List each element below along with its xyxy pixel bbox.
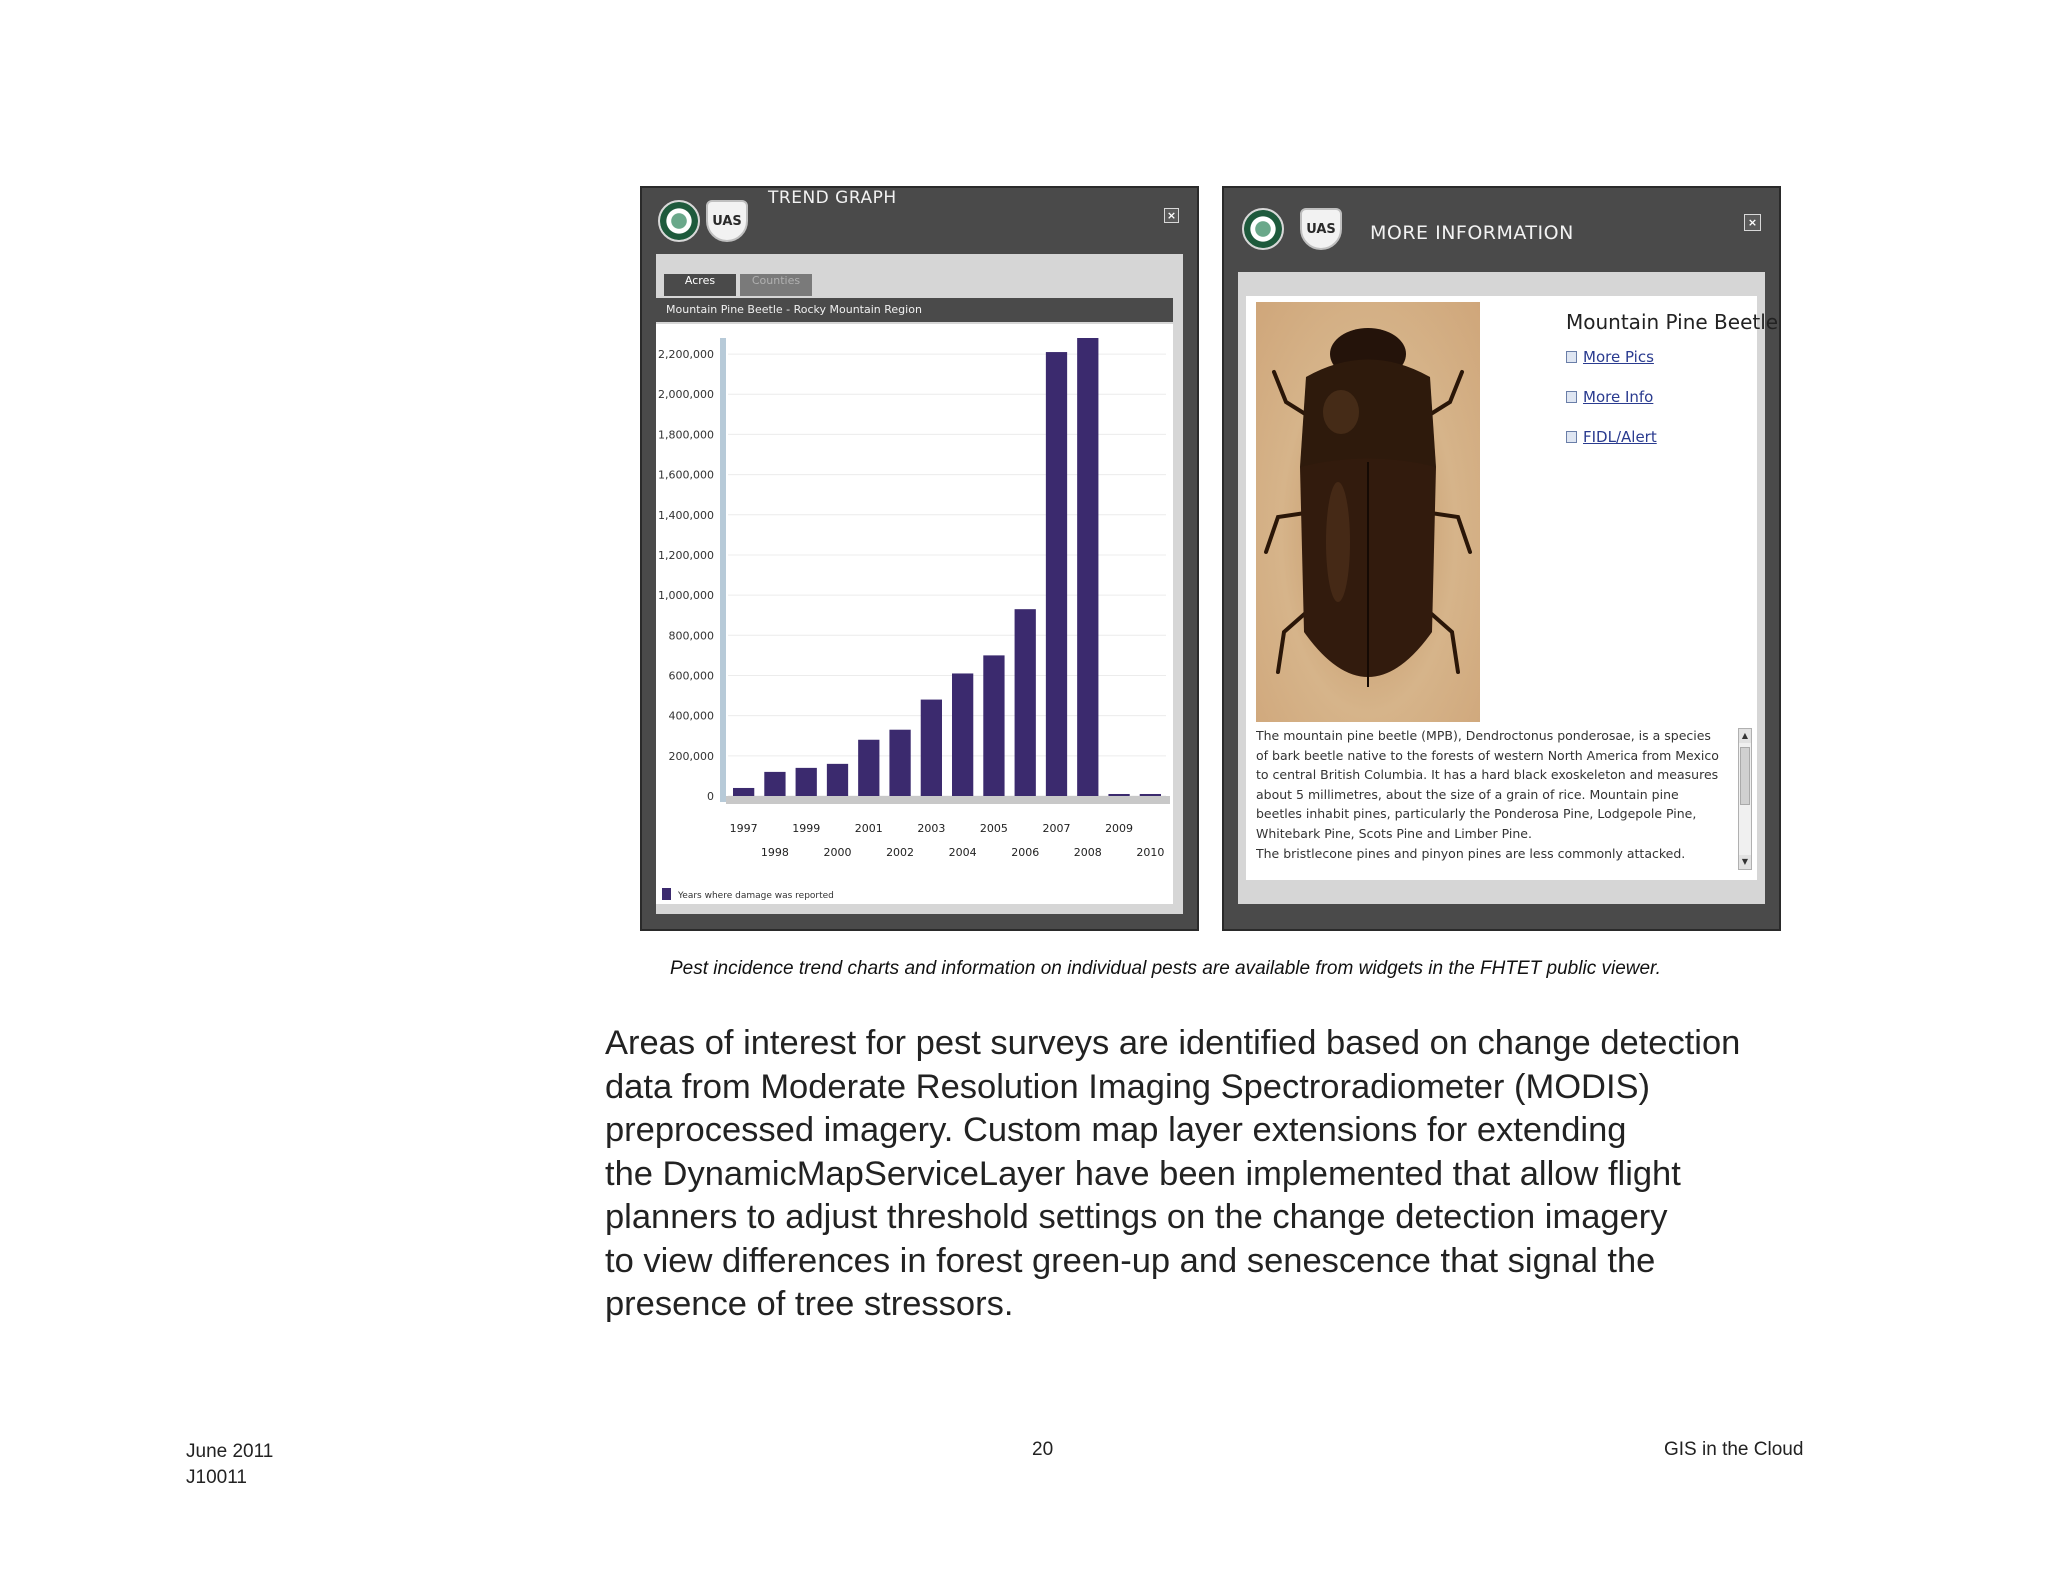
x-tick-label: 2000 xyxy=(823,846,852,859)
x-tick-label: 2003 xyxy=(917,822,946,835)
body-line: to view differences in forest green-up and senescence that signal the xyxy=(605,1241,1656,1280)
y-tick-label: 600,000 xyxy=(668,669,714,683)
pest-description-line: The bristlecone pines and pinyon pines are less commonly attacked. xyxy=(1256,845,1686,861)
x-tick-label: 2005 xyxy=(979,822,1008,835)
legend-label: Years where damage was reported xyxy=(678,891,834,901)
x-tick-label: 2009 xyxy=(1105,822,1134,835)
trend-widget-body xyxy=(656,254,1183,914)
bar xyxy=(1077,338,1098,796)
x-tick-label: 1998 xyxy=(760,846,789,859)
bar xyxy=(983,655,1004,796)
more-pics-link[interactable] xyxy=(1566,346,1654,368)
x-tick-label: 1997 xyxy=(729,822,758,835)
pest-description-line: of bark beetle native to the forests of western North America from Mexico xyxy=(1256,747,1719,763)
y-tick-label: 0 xyxy=(707,790,714,803)
y-tick-label: 200,000 xyxy=(668,749,714,763)
beetle-photo xyxy=(1256,302,1480,722)
y-tick-label: 400,000 xyxy=(668,709,714,723)
body-line: preprocessed imagery. Custom map layer extensions for extending xyxy=(605,1111,1627,1149)
scroll-thumb[interactable] xyxy=(1740,747,1750,805)
usda-shield-logo-icon: UAS xyxy=(1300,208,1342,250)
alert-window-icon xyxy=(1566,431,1577,443)
mountain-pine-beetle-image xyxy=(1256,302,1480,722)
x-axis-bar xyxy=(726,796,1170,804)
bar xyxy=(952,673,973,796)
trend-widget-header xyxy=(642,188,1197,254)
description-scrollbar[interactable] xyxy=(1738,728,1752,870)
x-tick-label: 1999 xyxy=(792,822,821,835)
pest-name-heading: Mountain Pine Beetle xyxy=(1566,310,1779,334)
y-tick-label: 2,200,000 xyxy=(658,348,714,362)
info-widget-body xyxy=(1238,272,1779,904)
bar xyxy=(889,730,910,796)
y-tick-label: 1,600,000 xyxy=(658,468,714,482)
body-line: presence of tree stressors. xyxy=(605,1285,1014,1323)
body-line: planners to adjust threshold settings on the change detection imagery xyxy=(605,1198,1668,1236)
y-axis-bar xyxy=(720,338,726,802)
forest-service-seal-icon xyxy=(658,200,700,242)
info-widget-header xyxy=(1224,188,1779,272)
footer-document-code: J10011 xyxy=(186,1467,247,1488)
tab-acres[interactable]: Acres xyxy=(664,274,736,296)
y-tick-label: 1,800,000 xyxy=(658,428,714,442)
x-tick-label: 2008 xyxy=(1073,846,1102,859)
more-pics-link-label[interactable]: More Pics xyxy=(1583,347,1654,366)
bar xyxy=(1015,609,1036,796)
bar xyxy=(796,768,817,796)
trend-graph-widget xyxy=(640,186,1199,931)
x-tick-label: 2001 xyxy=(854,822,883,835)
more-information-widget xyxy=(1222,186,1781,931)
body-line: Areas of interest for pest surveys are identified based on change detection xyxy=(605,1024,1741,1062)
y-tick-label: 1,000,000 xyxy=(658,589,714,603)
document-icon xyxy=(1566,391,1577,403)
usda-shield-logo-icon: UAS xyxy=(706,200,748,242)
forest-service-seal-icon xyxy=(1242,208,1284,250)
bar xyxy=(858,740,879,796)
tab-counties[interactable]: Counties xyxy=(740,274,812,296)
footer-page-number: 20 xyxy=(1032,1439,1054,1460)
more-info-link-label[interactable]: More Info xyxy=(1583,387,1654,406)
trend-widget-title: TREND GRAPH xyxy=(768,188,897,208)
bar xyxy=(921,700,942,796)
info-widget-close-button[interactable]: × xyxy=(1744,214,1761,231)
x-tick-label: 2002 xyxy=(886,846,915,859)
picture-icon xyxy=(1566,351,1577,363)
trend-widget-close-button[interactable]: × xyxy=(1164,208,1179,223)
footer-date: June 2011 xyxy=(186,1441,274,1462)
bar xyxy=(764,772,785,796)
bar xyxy=(827,764,848,796)
more-info-link[interactable] xyxy=(1566,386,1653,408)
legend-swatch xyxy=(662,888,671,900)
trend-bar-chart xyxy=(656,324,1173,904)
y-tick-label: 1,400,000 xyxy=(658,508,714,522)
x-tick-label: 2010 xyxy=(1136,846,1165,859)
pest-description-line: to central British Columbia. It has a hard black exoskeleton and measures xyxy=(1256,767,1719,783)
info-widget-title: MORE INFORMATION xyxy=(1370,222,1574,244)
y-tick-label: 2,000,000 xyxy=(658,388,714,402)
pest-description-line: The mountain pine beetle (MPB), Dendroctonus ponderosae, is a species xyxy=(1256,728,1711,743)
pest-info-panel xyxy=(1246,296,1779,880)
y-tick-label: 800,000 xyxy=(668,629,714,643)
y-tick-label: 1,200,000 xyxy=(658,548,714,562)
bar xyxy=(1140,794,1161,796)
scroll-up-arrow-icon[interactable]: ▲ xyxy=(1739,729,1751,743)
footer-document-title: GIS in the Cloud xyxy=(1664,1439,1804,1460)
body-paragraph xyxy=(605,1022,1855,1327)
fidl-alert-link[interactable] xyxy=(1566,426,1657,448)
figure-caption: Pest incidence trend charts and information on individual pests are available from widgets in the FHTET public viewer. xyxy=(670,958,1661,979)
bar xyxy=(733,788,754,796)
x-tick-label: 2006 xyxy=(1011,846,1040,859)
trend-chart-area xyxy=(656,324,1173,904)
bar xyxy=(1046,352,1067,796)
scroll-down-arrow-icon[interactable]: ▼ xyxy=(1739,855,1751,869)
pest-description-line: beetles inhabit pines, particularly the Ponderosa Pine, Lodgepole Pine, xyxy=(1256,806,1697,822)
pest-description-line: Whitebark Pine, Scots Pine and Limber Pine. xyxy=(1256,825,1532,841)
body-line: data from Moderate Resolution Imaging Spectroradiometer (MODIS) xyxy=(605,1067,1651,1106)
x-tick-label: 2007 xyxy=(1042,822,1071,835)
x-tick-label: 2004 xyxy=(948,846,977,859)
pest-description xyxy=(1256,726,1736,866)
chart-header: Mountain Pine Beetle - Rocky Mountain Region xyxy=(656,298,1173,322)
fidl-alert-link-label[interactable]: FIDL/Alert xyxy=(1583,427,1657,446)
pest-description-line: about 5 millimetres, about the size of a grain of rice. Mountain pine xyxy=(1256,786,1679,802)
bar xyxy=(1108,794,1129,796)
body-line: the DynamicMapServiceLayer have been implemented that allow flight xyxy=(605,1154,1681,1193)
